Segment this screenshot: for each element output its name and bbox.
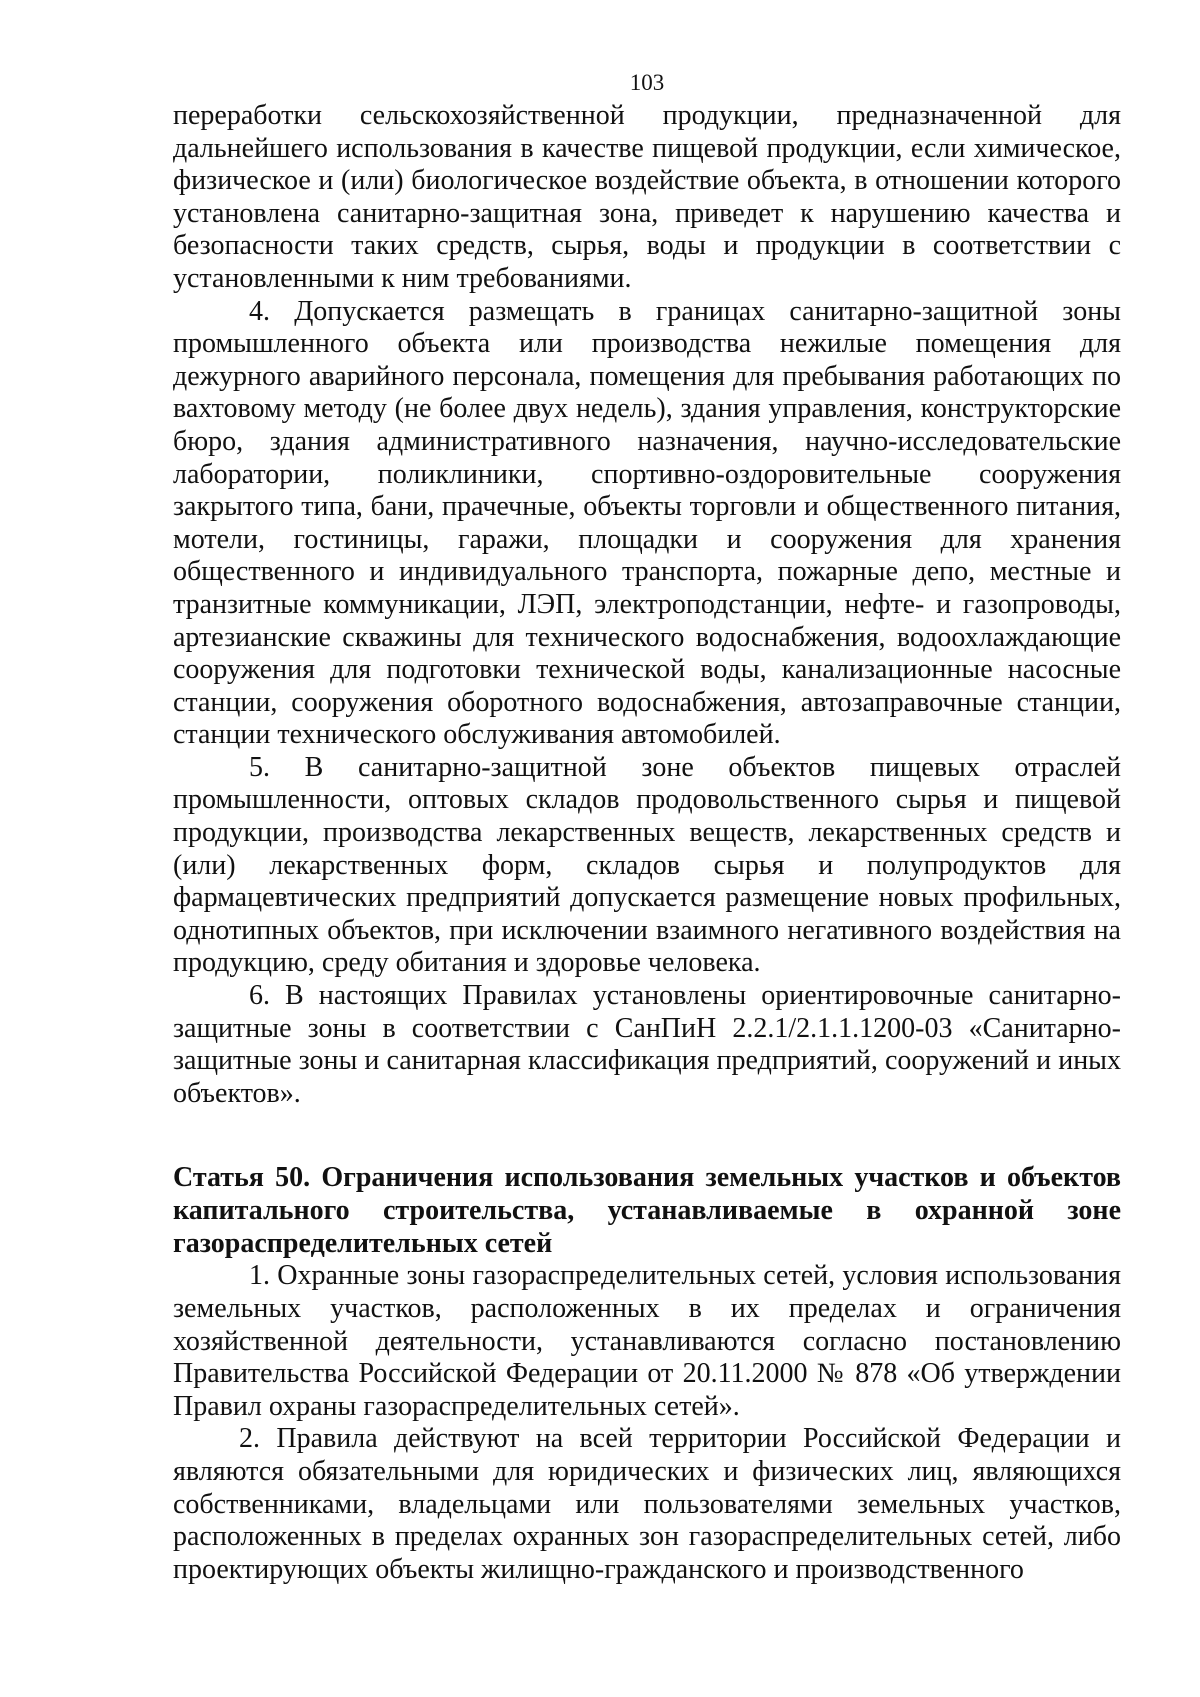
paragraph-item-6: 6. В настоящих Правилах установлены ориентировочные санитарно-защитные зоны в соответствии с СанПиН 2.2.1/2.1.1.1200-03 «Санитарно-защитные зоны и санитарная классификация предприятий, сооружений и иных объектов». [173, 980, 1121, 1109]
article-50-paragraph-2: 2. Правила действуют на всей территории Российской Федерации и являются обязательными для юридических и физических лиц, являющихся собственниками, владельцами или пользователями земельных участков, расположенных в пределах охранных зон газораспределительных сетей, либо проектирующих объекты жилищно-гражданского и производственного [173, 1423, 1121, 1585]
article-50-paragraph-1: 1. Охранные зоны газораспределительных сетей, условия использования земельных участков, расположенных в их пределах и ограничения хозяйственной деятельности, устанавливаются согласно постановлению Правительства Российской Федерации от 20.11.2000 № 878 «Об утверждении Правил охраны газораспределительных сетей». [173, 1260, 1121, 1422]
paragraph-item-4: 4. Допускается размещать в границах санитарно-защитной зоны промышленного объекта или производства нежилые помещения для дежурного аварийного персонала, помещения для пребывания работающих по вахтовому методу (не более двух недель), здания управления, конструкторские бюро, здания административного назначения, научно-исследовательские лаборатории, поликлиники, спортивно-оздоровительные сооружения закрытого типа, бани, прачечные, объекты торговли и общественного питания, мотели, гостиницы, гаражи, площадки и сооружения для хранения общественного и индивидуального транспорта, пожарные депо, местные и транзитные коммуникации, ЛЭП, электроподстанции, нефте- и газопроводы, артезианские скважины для технического водоснабжения, водоохлаждающие сооружения для подготовки технической воды, канализационные насосные станции, сооружения оборотного водоснабжения, автозаправочные станции, станции технического обслуживания автомобилей. [173, 295, 1121, 751]
article-50-heading: Статья 50. Ограничения использования земельных участков и объектов капитального строительства, устанавливаемые в охранной зоне газораспределительных сетей [173, 1162, 1121, 1260]
page-number: 103 [629, 70, 665, 95]
paragraph-continuation: переработки сельскохозяйственной продукции, предназначенной для дальнейшего использования в качестве пищевой продукции, если химическое, физическое и (или) биологическое воздействие объекта, в отношении которого установлена санитарно-защитная зона, приведет к нарушению качества и безопасности таких средств, сырья, воды и продукции в соответствии с установленными к ним требованиями. [173, 100, 1121, 294]
document-page [173, 70, 1121, 1586]
paragraph-item-5: 5. В санитарно-защитной зоне объектов пищевых отраслей промышленности, оптовых складов продовольственного сырья и пищевой продукции, производства лекарственных веществ, лекарственных средств и (или) лекарственных форм, складов сырья и полупродуктов для фармацевтических предприятий допускается размещение новых профильных, однотипных объектов, при исключении взаимного негативного воздействия на продукцию, среду обитания и здоровье человека. [173, 751, 1121, 979]
